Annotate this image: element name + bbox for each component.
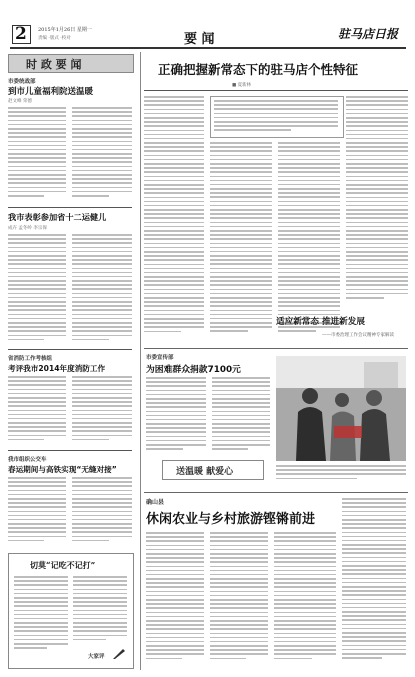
- story2-byline: 成卉 孟冬岭 李宗保: [8, 226, 47, 231]
- divider: [8, 450, 132, 451]
- politics-banner-text: 时 政 要 闻: [26, 58, 82, 71]
- opinion-title: 切莫“记吃不记打”: [30, 560, 96, 570]
- main-col2: [210, 142, 272, 346]
- story4-kicker: 我市组织公交车: [8, 457, 47, 463]
- editor-line: 责编 ·版式 ·校对: [38, 36, 71, 41]
- main-byline: ■ 夏新林: [232, 83, 252, 88]
- queshan-col1: [146, 532, 204, 666]
- date-line: 2015年1月26日 星期一: [38, 27, 92, 33]
- queshan-col2: [210, 532, 268, 666]
- column-divider: [140, 52, 141, 670]
- charity-story: [144, 350, 408, 490]
- charity-kicker: 市委宣传部: [146, 355, 174, 361]
- queshan-story: [144, 494, 408, 672]
- section-title: 要 闻: [184, 32, 215, 47]
- opinion-body: [14, 576, 68, 656]
- queshan-col4: [342, 498, 406, 666]
- story1-body: [8, 107, 66, 202]
- section-divider: [144, 348, 408, 349]
- masthead: [0, 0, 415, 50]
- story1-byline: 赵文峰 荣德: [8, 99, 32, 104]
- headline-rule: [144, 90, 408, 91]
- charity-body: [146, 377, 206, 455]
- queshan-col3: [274, 532, 336, 666]
- photo-caption: [276, 465, 406, 487]
- side-heading: 适应新常态 推进新发展: [276, 317, 365, 327]
- story1-title: 到市儿童福利院送温暖: [8, 87, 94, 97]
- charity-title: 为困难群众捐款7100元: [146, 365, 241, 375]
- main-col4: [346, 96, 408, 311]
- opinion-author: 大家评: [88, 654, 105, 660]
- main-headline: 正确把握新常态下的驻马店个性特征: [158, 62, 359, 77]
- story3-body: [8, 376, 66, 446]
- charity-body-col2: [212, 377, 270, 455]
- page-number: 2: [15, 24, 27, 44]
- side-subheading: ——市委治理工作会议精神专家解读: [322, 333, 394, 338]
- opinion-body-col2: [73, 576, 127, 648]
- main-col1: [144, 96, 204, 346]
- charity-photo: [276, 356, 406, 461]
- paper-name: 驻马店日报: [338, 27, 399, 41]
- masthead-rule: [10, 47, 406, 49]
- divider: [8, 207, 132, 208]
- story3-title: 考评我市2014年度消防工作: [8, 364, 106, 373]
- story4-body-col2: [72, 477, 132, 547]
- left-column: [8, 52, 138, 670]
- intro-text: [214, 100, 338, 134]
- story1-kicker: 市委统战部: [8, 79, 36, 85]
- story2-title: 我市表彰参加省十二运健儿: [8, 212, 107, 222]
- pen-icon: [112, 648, 126, 660]
- story3-body-col2: [72, 376, 132, 446]
- story1-body-col2: [72, 107, 132, 202]
- charity-banner: 送温暖 献爱心: [176, 467, 234, 477]
- story2-body: [8, 234, 66, 344]
- story4-body: [8, 477, 66, 547]
- queshan-title: 休闲农业与乡村旅游铿锵前进: [146, 512, 316, 527]
- section-divider: [144, 492, 408, 493]
- story4-title: 春运期间与高铁实现“无缝对接”: [8, 465, 117, 474]
- divider: [8, 349, 132, 350]
- story2-body-col2: [72, 234, 132, 344]
- main-article: [144, 52, 408, 347]
- story3-kicker: 省消防工作考核组: [8, 356, 53, 362]
- queshan-kicker: 确山县: [146, 499, 165, 506]
